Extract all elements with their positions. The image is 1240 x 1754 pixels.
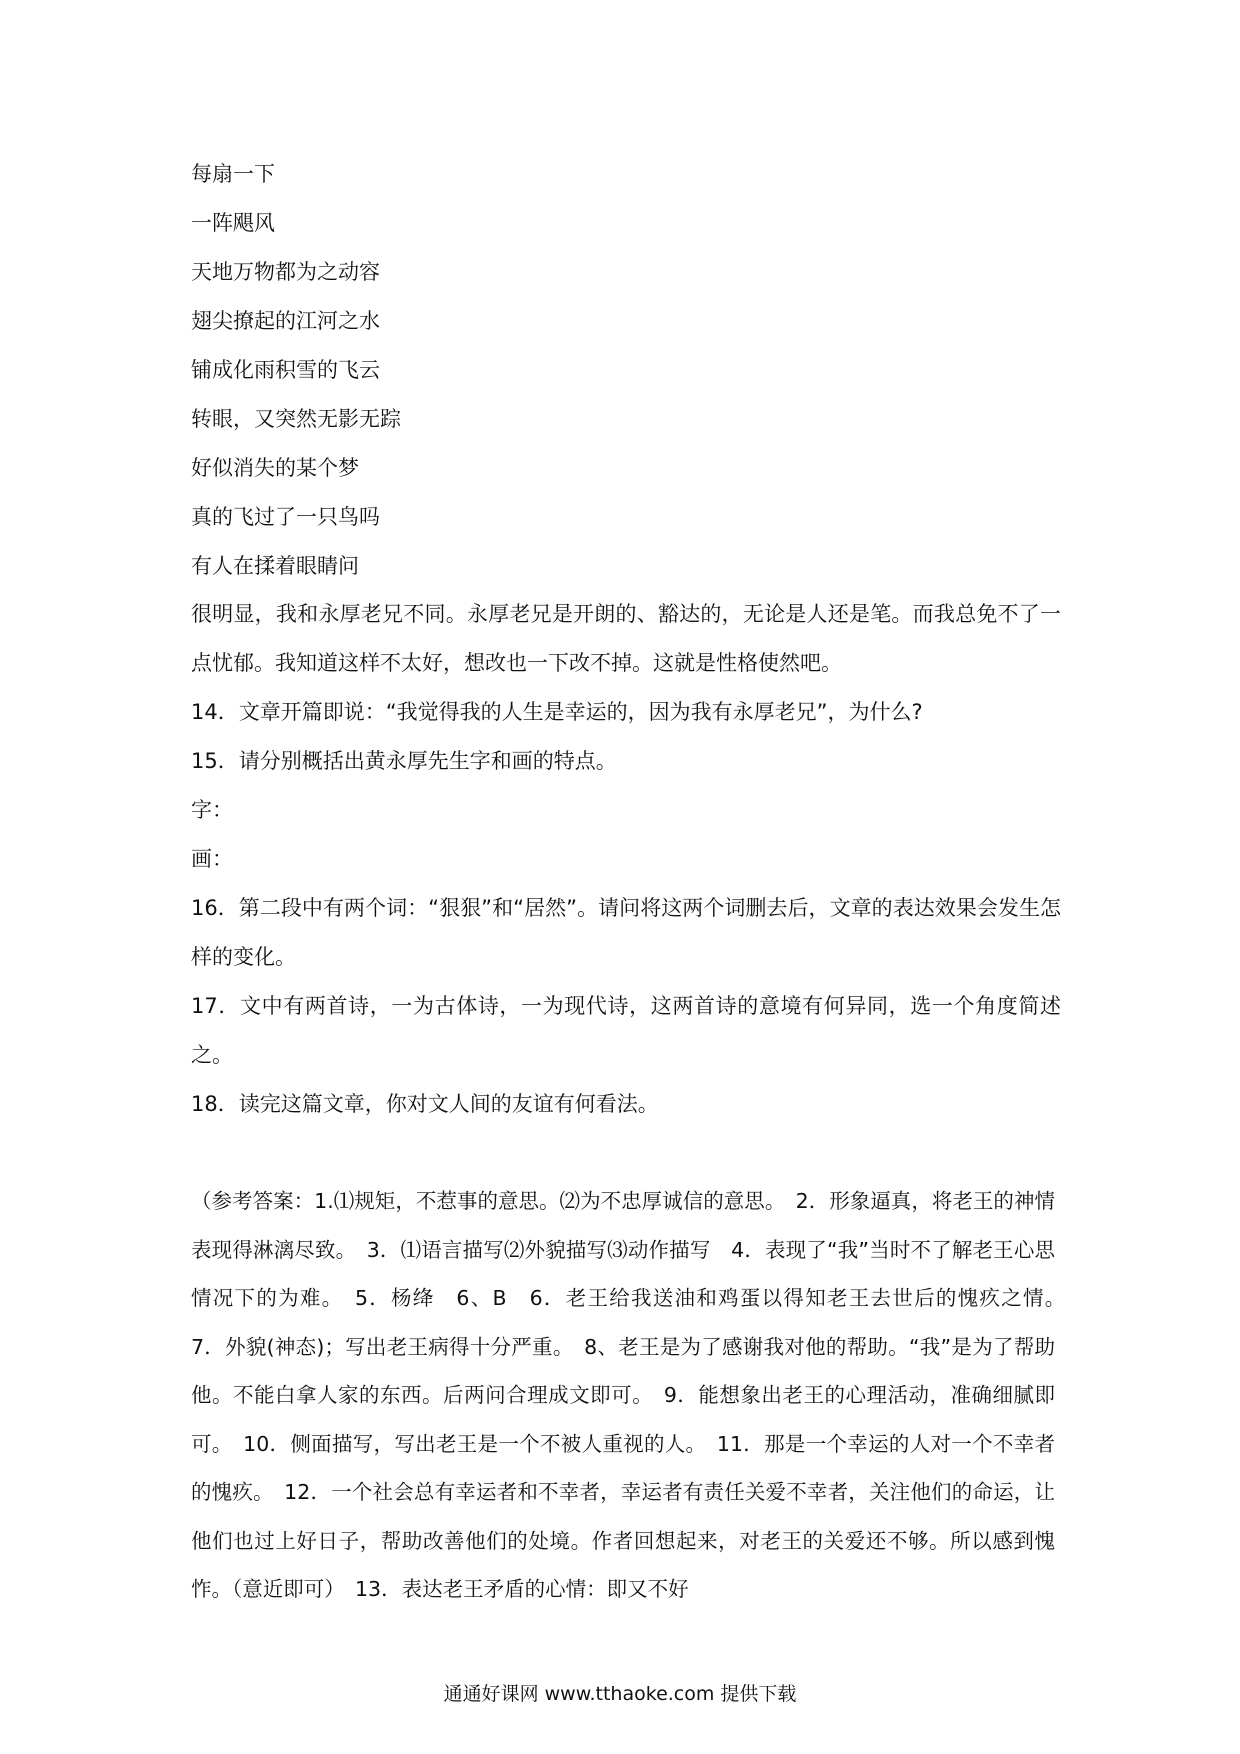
- poem-line: 一阵飓风: [191, 211, 275, 235]
- poem-line: 真的飞过了一只鸟吗: [191, 505, 380, 529]
- body-paragraph: 很明显，我和永厚老兄不同。永厚老兄是开朗的、豁达的，无论是人还是笔。而我总免不了一点忧郁。我知道这样不太好，想改也一下改不掉。这就是性格使然吧。: [191, 602, 1061, 675]
- poem-line: 转眼，又突然无影无踪: [191, 407, 401, 431]
- poem-line: 每扇一下: [191, 162, 275, 186]
- poem-line: 翅尖撩起的江河之水: [191, 309, 380, 333]
- question-14: 14．文章开篇即说：“我觉得我的人生是幸运的，因为我有永厚老兄”，为什么?: [191, 700, 923, 724]
- question-16: 16．第二段中有两个词：“狠狠”和“居然”。请问将这两个词删去后，文章的表达效果会发生怎样的变化。: [191, 896, 1061, 969]
- question-17: 17．文中有两首诗，一为古体诗，一为现代诗，这两首诗的意境有何异同，选一个角度简述之。: [191, 994, 1061, 1067]
- poem-line: 天地万物都为之动容: [191, 260, 380, 284]
- poem-line: 铺成化雨积雪的飞云: [191, 358, 380, 382]
- reference-answers: （参考答案：1.⑴规矩，不惹事的意思。⑵为不忠厚诚信的意思。 2．形象逼真，将老王的神情表现得淋漓尽致。 3．⑴语言描写⑵外貌描写⑶动作描写 4．表现了“我”当时不了解老王心思情况下的为难。 5．杨绛 6、B 6．老王给我送油和鸡蛋以得知老王去世后的愧疚之情。 7．外貌(神态)；写出老王病得十分严重。 8、老王是为了感谢我对他的帮助。“我”是为了帮助他。不能白拿人家的东西。后两问合理成文即可。 9．能想象出老王的心理活动，准确细腻即可。 10．侧面描写，写出老王是一个不被人重视的人。 11．那是一个幸运的人对一个不幸者的愧疚。 12．一个社会总有幸运者和不幸者，幸运者有责任关爱不幸者，关注他们的命运，让他们也过上好日子，帮助改善他们的处境。作者回想起来，对老王的关爱还不够。所以感到愧怍。（意近即可） 13．表达老王矛盾的心情：即又不好: [191, 1189, 1076, 1601]
- question-15-hua: 画：: [191, 847, 233, 871]
- question-15-zi: 字：: [191, 798, 233, 822]
- question-18: 18．读完这篇文章，你对文人间的友谊有何看法。: [191, 1092, 659, 1116]
- page-footer: 通通好课网 www.tthaoke.com 提供下载: [443, 1683, 797, 1705]
- poem-line: 好似消失的某个梦: [191, 456, 359, 480]
- poem-line: 有人在揉着眼睛问: [191, 554, 359, 578]
- question-15: 15．请分别概括出黄永厚先生字和画的特点。: [191, 749, 617, 773]
